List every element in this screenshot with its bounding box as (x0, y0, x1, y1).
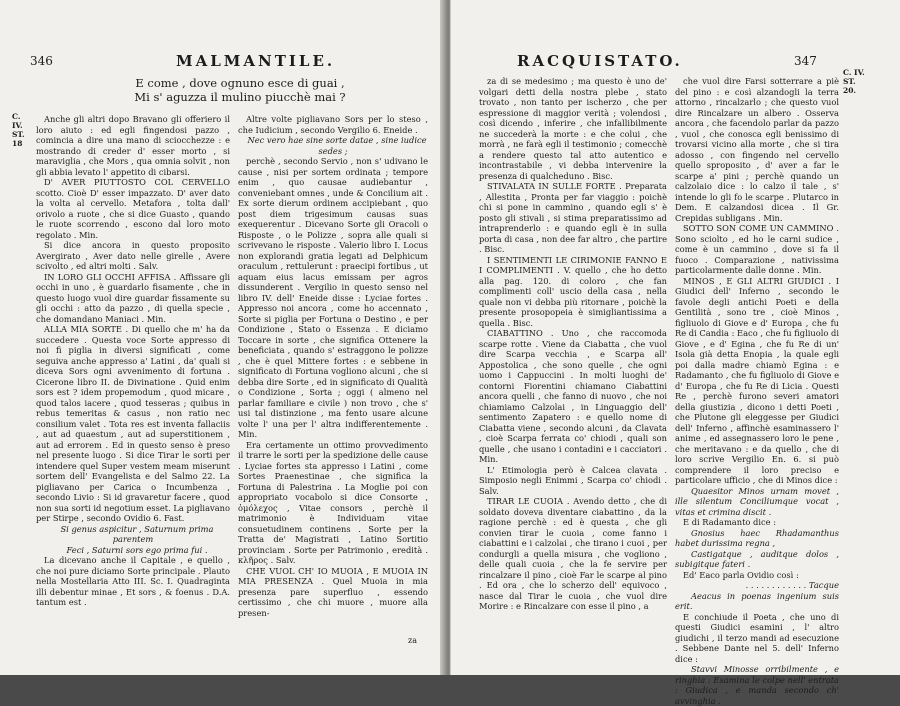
verse-line-1: E come , dove ognuno esce di guai , (135, 76, 345, 90)
paragraph: perchè , secondo Servio , non s' udivano le cause , nisi per sortem ordinata ; tempore enim , quo causae audiebantur , conveniebant omnes , unde & Concilium ait . Ex sorte dierum ordinem accipiebant , quo post diem trigesimum causas suas exequerentur . Dicevano Sorte gli Oracoli o Risposte , o le Polizze , sopra alle quali si scrivevano le risposte . Valerio libro I. Locus non explorandi gratia legati ad Delphicum oraculum , rettulerunt : praecipi fortibus , ut aquam eius lacus emissam per agros dissunderent . Vergilio in questo senso nel libro IV. dell' Eneide disse : Lyciae fortes . Appresso noi ancora , come ho accennato , Sorte si piglia per Fortuna o Destino , e per Condizione , Stato o Essenza . E diciamo Toccare in sorte , che significa Ottenere la beneficiata , quando s' estraggono le polizze , che è quel Mittere fortes : e sebbene in significato di Fortuna vogliono alcuni , che si debba dire Sorte , ed in significato di Qualità o Condizione , Sorta ; oggi ( almeno nel parlar familiare e civile ) non trovo , che s' usi tal distinzione , ma fento usare alcune volte l' una per l' altra indifferentemente . Min. (238, 156, 428, 439)
verse-quote (110, 76, 370, 104)
right-text-column-2 (675, 76, 839, 706)
right-margin-note: C. IV. ST. 20. (843, 68, 865, 95)
paragraph: L' Etimologia però è Calcea clavata . Simposio negli Enimmi , Scarpa co' chiodi . Salv. (479, 464, 667, 496)
paragraph: Si dice ancora in questo proposito Avergirato , Aver dato nelle girelle , Avere scivolto , ed altri molti . Salv. (36, 240, 230, 271)
right-running-head: RACQUISTATO. (517, 52, 683, 70)
paragraph: Ed' Eaco parla Ovidio così : (683, 569, 799, 580)
left-margin-note: C. IV. ST. 18 (12, 112, 25, 148)
paragraph: Era certamente un ottimo provvedimento il trarre le sorti per la spedizione delle cause . Lyciae fortes sta appresso i Latini , come Sortes Praenestinae , che significa la Fortuna di Palestrina . La Moglie poi con appropriato vocabolo si dice Consorte , ὁμόλεχος , Vitae consors , perchè il matrimonio è Individuam vitae consuetudinem continens . Sorte per la Tratta de' Magistrati , Latino Sortitio provinciam . Sorte per Patrimonio , eredità . κλῆρος . Salv. (238, 439, 428, 565)
paragraph: che vuol dire Farsi sotterrare a piè del pino : e così alzandogli la terra attorno , rincalzarlo ; che questo vuol dire Rincalzare un albero . Osserva ancora , che facendolo parlar da pazzo , vuol , che conosca egli benissimo di trovarsi vicino alla morte , che si tira adosso , con fingendo nel cervello quello sproposito , d' aver a far le scarpe a' pini ; perchè quando un calzolaio dice : lo calzo il tale , s' intende lo gli fo le scarpe . Plutarco in Dem. E calzandosi dicea . Il Gr. Crepidas subligans . Min. (675, 76, 839, 223)
left-page-number: 346 (30, 54, 53, 68)
latin-verse: . . . . . . . . . . . . Tacque (745, 580, 839, 590)
latin-verse: Aeacus in poenas ingenium suis erit. (675, 590, 839, 611)
paragraph: IN LORO GLI OCCHI AFFISA . Affissare gli occhi in uno , è guardarlo fisamente , che in questo luogo vuol dire guardar fissamente su gli occhi : atto da pazzo , di quella specie , che domandano Maniaci . Min. (36, 271, 230, 324)
latin-verse: Feci , Saturni sors ego prima fui . (66, 544, 208, 555)
paragraph: MINOS , E GLI ALTRI GIUDICI . I Giudici dell' Inferno , secondo le favole degli antichi Poeti e della Gentilità , sono tre , cioè Minos , figliuolo di Giove e d' Europa , che fu Re di Candia : Eaco , che fu figliuolo di Giove , e d' Egina , che fu Re di un' Isola già detta Enopia , la quale egli poi dalla madre chiamò Egina : e Radamanto , che fu figliuolo di Giove e d' Europa , che fu Re di Licia . Questi Re , perchè furono severi amatori della giustizia , dicono i detti Poeti , che Plutone gli eleggesse per Giudici dell' Inferno , affinchè esaminassero l' anime , ed assegnassero loro le pene , che meritavano : e da quello , che di loro scrive Vergilio En. 6. si può comprendere il loro preciso e particolare ufficio , che di Minos dice : (675, 275, 839, 485)
left-page (0, 0, 446, 675)
paragraph: STIVALATA IN SULLE FORTE . Preparata , Allestita , Pronta per far viaggio : poichè chi si pone in cammino , quando egli s' è posto gli stivali , si stima preparatissimo ad intraprenderlo : e quando egli è in sulla porta di casa , non dee far altro , che partire . Bisc. (479, 181, 667, 254)
paragraph: CHE VUOL CH' IO MUOIA , E MUOIA IN MIA PRESENZA . Quel Muoia in mia presenza pare superfluo , essendo certissimo , che chi muore , muore alla presen- (238, 565, 428, 618)
left-running-head: MALMANTILE. (176, 52, 336, 70)
left-text-column-2 (238, 114, 428, 634)
paragraph: Anche gli altri dopo Bravano gli offeriero il loro aiuto : ed egli fingendosi pazzo , comincia a dire una mano di sciocchezze : e mostrando di creder d' esser morto , si maraviglia , che Mors , qua omnia solvit , non gli abbia levato l' appetito di cibarsi. (36, 114, 230, 177)
paragraph: I SENTIMENTI LE CIRIMONIE FANNO E I COMPLIMENTI . V. quello , che ho detto alla pag. 120. di coloro , che fan complimenti coll' uscio della casa , nella quale non vi debba più ritornare , poichè la presente prosopopeia è simigliantissima a quella . Bisc. (479, 254, 667, 328)
latin-verse: Gnosius haec Rhadamanthus habet durissima regna , (675, 527, 839, 548)
paragraph: ALLA MIA SORTE . Di quello che m' ha da succedere . Questa voce Sorte appresso di noi fi piglia in diversi significati , come seguiva anche appresso a' Latini , da' quali si diceva Sors ogni avvenimento di fortuna . Cicerone libro II. de Divinatione . Quid enim sors est ? idem propemodum , quod micare , quod talos iacere , quod tesseras ; quibus in rebus temeritas & casus , non ratio nec consilium valet . Tota res est inventa fallaciis , aut ad quaestum , aut ad superstitionem , aut ad errorem . Ed in questo senso è preso nel presente luogo . Si dice Tirar le sorti per intendere quel Super vestem meam miserunt sortem dell' Evangelista e del Salmo 22. La pigliavano per Carica o Incumbenza , secondo Livio : Si id gravaretur facere , quod non sua sorti id negotium esset. La pigliavano per Stirpe , secondo Ovidio 6. Fast. (36, 324, 230, 523)
italian-verse: Stavvi Minosse orribilmente , e ringhia : Esamina le colpe nell' entrata : Giudica , e manda secondo ch' avvinghia . (675, 664, 839, 706)
paragraph: za di se medesimo ; ma questo è uno de' volgari detti della nostra plebe , stato trovato , non tanto per ischerzo , che per espressione di maggior verità ; volendosi , così dicendo , inferire , che infallibilmente ne succederà la morte : e che colui , che morrà , ne farà egli il testimonio ; comecchè a rendere questo tal atto autentico e incontrastabile , vi debba intervenire la presenza di qualcheduno . Bisc. (479, 76, 667, 181)
right-text-column-1 (479, 76, 667, 648)
paragraph: D' AVER PIUTTOSTO COL CERVELLO scotto. Cioè D' esser impazzato. D' aver dato la volta al cervello. Metafora , tolta dall' orivolo a ruote , che si dice Guasto , quando le ruote scorrendo , escono dal loro moto regolato . Min. (36, 177, 230, 240)
latin-verse: Nec vero hae sine sorte datae , sine iudice sedes ; (247, 135, 427, 156)
right-page-number: 347 (794, 54, 817, 68)
left-text-column-1 (36, 114, 230, 634)
paragraph: SOTTO SON COME UN CAMMINO . Sono sciolto , ed ho le carni sudice , come è un cammino , dove si fa il fuoco . Comparazione , nativissima particolarmente dalle donne . Min. (675, 223, 839, 275)
paragraph: TIRAR LE CUOIA . Avendo detto , che di soldato doveva diventare ciabattino , da la ragione perchè : ed è questa , che gli convien tirar le cuoia , come fanno i ciabattini e i calzolai , che tirano i cuoi , per condurgli a quella misura , che vogliono , delle quali cuoia , che la fe servire per rincalzare il pino , cioè Far le scarpe al pino . Ed ora , che lo scherzo dell' equivoco , nasce dal Tirar le cuoia , che vuol dire Morire : e Rincalzare con esse il pino , a (479, 496, 667, 611)
paragraph: La dicevano anche il Capitale , e quello , che noi pure diciamo Sorte principale . Plauto nella Mostellaria Atto III. Sc. I. Quadraginta illi debentur minae , Et sors , & foenus . D.A. tantum est . (36, 555, 230, 607)
latin-verse: Quaesitor Minos urnam movet , ille silentum Conciliumque vocat , vitas et crimina discit . (675, 485, 839, 517)
paragraph: CIABATTINO . Uno , che raccomoda scarpe rotte . Viene da Ciabatta , che vuol dire Scarpa vecchia , e Scarpa all' Appostolica , che sono quelle , che ogni uomo i Cappuccini . In molti luoghi de' contorni Fiorentini chiamano Ciabattini ancora quelli , che fanno di nuovo , che noi chiamiamo Calzolai , in Linguaggio dell' sentimento Zapatero : e quello nome di Ciabatta viene , secondo alcuni , da Clavata , cioè Scarpa ferrata co' chiodi , quali son quelle , che usano i contadini e i cacciatori . Min. (479, 328, 667, 464)
verse-line-2: Mi s' aguzza il mulino piucchè mai ? (134, 90, 346, 104)
latin-verse: Castigatque , auditque dolos , subigitque fateri . (675, 548, 839, 569)
paragraph: Altre volte pigliavano Sors per lo steso , che Iudicium , secondo Vergilio 6. Eneide . (238, 114, 428, 135)
left-catchword: za (408, 636, 417, 645)
right-page (450, 0, 900, 706)
paragraph: E di Radamanto dice : (683, 517, 777, 527)
latin-verse: Si genus aspicitur , Saturnum prima parentem (60, 523, 214, 544)
paragraph: E conchiude il Poeta , che uno di questi Giudici esamini , l' altro giudichi , il terzo mandi ad esecuzione . Sebbene Dante nel 5. dell' Inferno dice : (675, 611, 839, 664)
